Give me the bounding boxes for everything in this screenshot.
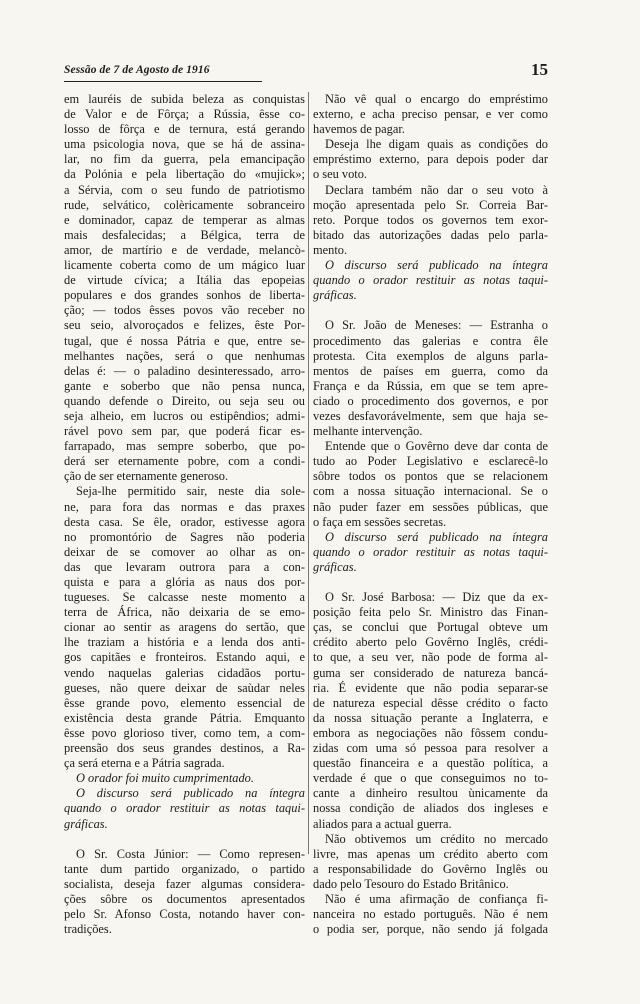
text-line: deixar de se comover ao olhar as on- xyxy=(64,544,305,559)
text-line: França e da Rússia, em que se tem apre- xyxy=(313,378,548,393)
text-line: O discurso será publicado na íntegra xyxy=(76,786,305,801)
text-line: êsse grande povo, elemento essencial de xyxy=(64,695,305,710)
text-line: quista e para a glória as naus dos por- xyxy=(64,575,305,589)
text-line: crédito aberto pelo Govêrno Inglês, crédi- xyxy=(313,635,548,650)
text-line: desta casa. Se êle, orador, estivesse agora xyxy=(64,514,305,529)
text-line: em lauréis de subida beleza as conquistas xyxy=(64,92,305,106)
text-line: licamente coberta como de um mágico luar xyxy=(64,258,305,273)
text-line: ne, para fora das normas e das praxes xyxy=(64,499,305,514)
text-line: guma ser considerado de natureza bancá- xyxy=(313,665,548,680)
text-line: aliados para a actual guerra. xyxy=(313,816,452,831)
page-header xyxy=(64,60,548,84)
paragraph-gap xyxy=(313,575,548,590)
text-line: gos capitães e fronteiros. Estando aqui, e xyxy=(64,650,305,665)
paragraph-gap xyxy=(313,303,548,318)
text-line: rude, selvático, colèricamente sobranceiro xyxy=(64,197,305,212)
text-line: questão financeira e a questão política, a xyxy=(313,756,548,771)
text-line: quando defende o Direito, ou seja seu ou xyxy=(64,393,305,408)
text-line: preensão dos seus grandes destinos, a Ra- xyxy=(64,741,305,756)
text-line: tudo ao Poder Legislativo e esclarecê-lo xyxy=(313,454,548,469)
text-line: melhantes nações, será o que nenhumas xyxy=(64,348,305,363)
text-line: de Valor e de Fôrça; a Rússia, êsse co- xyxy=(64,107,305,122)
text-line: populares e dos grandes sonhos de liberta- xyxy=(64,288,305,303)
text-line: to que, a seu ver, não pode de forma al- xyxy=(313,650,548,665)
text-line: O Sr. José Barbosa: — Diz que da ex- xyxy=(325,590,548,605)
text-line: ria. É evidente que não podia separar-se xyxy=(313,680,548,695)
text-line: vezes desfavorávelmente, sem que haja se- xyxy=(313,408,548,423)
text-line: procedimento das galerias e contra êle xyxy=(313,333,548,348)
text-line: ça será eterna e a Pátria sagrada. xyxy=(64,756,225,771)
text-line: dado pelo Tesouro do Estado Britânico. xyxy=(313,876,509,891)
text-line: seu seio, alvoroçados e felizes, êste Por- xyxy=(64,318,305,333)
text-line: tante dum partido organizado, o partido xyxy=(64,861,305,876)
column-divider xyxy=(308,92,309,854)
text-line: O orador foi muito cumprimentado. xyxy=(76,771,254,786)
text-line: rável povo sem par, que poderá ficar es- xyxy=(64,424,305,439)
text-line: farrapado, mas sempre soberbo, que po- xyxy=(64,439,305,454)
text-line: tugal, que é nossa Pátria e que, entre se- xyxy=(64,333,305,348)
text-line: Declara também não dar o seu voto à xyxy=(325,182,548,197)
text-line: embora as negociações não fôssem condu- xyxy=(313,725,548,740)
text-line: uma psicologia nova, que se há de assina- xyxy=(64,137,305,152)
text-line: gráficas. xyxy=(313,288,357,303)
text-line: tradições. xyxy=(64,922,112,937)
text-line: Não vê qual o encargo do empréstimo xyxy=(325,92,548,106)
text-line: ciado o procedimento dos governos, e por xyxy=(313,393,548,408)
text-line: pelo Sr. Afonso Costa, notando haver con- xyxy=(64,907,305,922)
text-line: existência desta grande Pátria. Emquanto xyxy=(64,710,305,725)
text-line: O discurso será publicado na íntegra xyxy=(325,529,548,544)
text-line: socialista, deseja fazer algumas considera- xyxy=(64,876,305,891)
text-line: ção de ser eternamente generoso. xyxy=(64,469,229,484)
text-line: o seu voto. xyxy=(313,167,368,182)
text-line: O Sr. Costa Júnior: — Como represen- xyxy=(76,846,305,861)
text-line: a responsabilidade do Govêrno Inglês ou xyxy=(313,861,548,876)
text-line: nossa condição de aliados dos ingleses e xyxy=(313,801,548,816)
text-line: o podia ser, porque, não sendo já folgada xyxy=(313,922,548,937)
text-line: Deseja lhe digam quais as condições do xyxy=(325,137,548,152)
text-line: O Sr. João de Meneses: — Estranha o xyxy=(325,318,548,333)
header-rule xyxy=(64,81,262,82)
text-line: lhe traziam a história e a lenda dos anti- xyxy=(64,635,305,650)
text-line: no promontório de Sagres não poderia xyxy=(64,529,305,544)
text-line: verdade é que o que conseguimos no to- xyxy=(313,771,548,786)
text-line: losso de fôrça e de ternura, está gerando xyxy=(64,122,305,137)
text-line: empréstimo externo, para depois poder dar xyxy=(313,152,548,167)
text-line: mentos de países em guerra, como da xyxy=(313,363,548,378)
text-line: de natureza especial dêsse crédito o facto xyxy=(313,695,548,710)
text-line: da nossa situação perante a Inglaterra, e xyxy=(313,710,548,725)
text-line: reto. Porque todos os governos tem exor- xyxy=(313,212,548,227)
text-line: derá ser eternamente pobre, com a condi- xyxy=(64,454,305,469)
text-line: mais desfalecidas; a Bélgica, terra de xyxy=(64,227,305,242)
text-line: amor, de martírio e de verdade, melancò- xyxy=(64,242,305,257)
text-line: zidas com uma só pessoa para resolver a xyxy=(313,741,548,756)
text-line: havemos de pagar. xyxy=(313,122,405,137)
text-line: Entende que o Govêrno deve dar conta de xyxy=(325,439,548,454)
text-line: O discurso será publicado na íntegra xyxy=(325,258,548,273)
text-line: gante e soberbo que não pensa nunca, xyxy=(64,378,305,393)
text-line: moção apresentada pelo Sr. Correia Bar- xyxy=(313,197,548,212)
text-line: ças, se conclui que Portugal obteve um xyxy=(313,620,548,635)
text-line: protesta. Cita exemplos de alguns parla- xyxy=(313,348,548,363)
text-line: e dominador, capaz de temperar as almas xyxy=(64,212,305,227)
right-column xyxy=(313,92,548,937)
text-line: nanceira no estado português. Não é nem xyxy=(313,907,548,922)
text-line: quando o orador restituir as notas taqui- xyxy=(313,273,548,288)
text-line: da Polónia e pela libertação do «mujick»; xyxy=(64,167,305,182)
text-line: ção; — todos êsses povos vão receber no xyxy=(64,303,305,318)
text-line: delas é: — o paladino desinteressado, arro- xyxy=(64,363,305,378)
text-line: lar, no fim da guerra, pela emancipação xyxy=(64,152,305,167)
text-line: tugueses. Se calcasse neste momento a xyxy=(64,590,305,605)
text-line: sôbre todos os pontos que se relacionem xyxy=(313,469,548,484)
text-line: vendo naquelas galerias cidadãos portu- xyxy=(64,665,305,680)
text-line: cionar ao sentir as aragens do sertão, que xyxy=(64,620,305,635)
paragraph-gap xyxy=(64,832,305,847)
text-line: das que levaram outrora para a con- xyxy=(64,559,305,574)
text-line: terra de África, não deixaria de se emo- xyxy=(64,605,305,620)
text-line: quando o orador restituir as notas taqui- xyxy=(313,544,548,559)
text-line: externo, e acha preciso pensar, e ver como xyxy=(313,107,548,122)
text-line: Seja-lhe permitido sair, neste dia sole- xyxy=(76,484,305,499)
text-line: não puder fazer em sessões públicas, que xyxy=(313,499,548,514)
text-line: a Sérvia, com o seu fundo de patriotismo xyxy=(64,182,305,197)
text-line: melhante intervenção. xyxy=(313,424,423,439)
page-number: 15 xyxy=(531,60,548,79)
text-line: Não é uma afirmação de confiança fi- xyxy=(325,891,548,906)
text-line: com a nossa situação internacional. Se o xyxy=(313,484,548,499)
text-line: livre, mas apenas um crédito aberto com xyxy=(313,846,548,861)
text-line: gueses, não quere deixar de saùdar neles xyxy=(64,680,305,695)
text-line: o faça em sessões secretas. xyxy=(313,514,447,529)
text-line: gráficas. xyxy=(64,816,108,831)
text-line: cante a dinheiro resultou ùnicamente da xyxy=(313,786,548,801)
text-line: Não obtivemos um crédito no mercado xyxy=(325,831,548,846)
text-line: gráficas. xyxy=(313,559,357,574)
text-line: ções sôbre os documentos apresentados xyxy=(64,891,305,906)
text-line: de virtude cívica; a Itália das epopeias xyxy=(64,273,305,288)
left-column xyxy=(64,92,305,937)
text-line: bitado das autorizações dadas pelo parla- xyxy=(313,227,548,242)
session-title: Sessão de 7 de Agosto de 1916 xyxy=(64,64,210,76)
text-line: quando o orador restituir as notas taqui- xyxy=(64,801,305,816)
text-line: seja alheio, em lucros ou estipêndios; admi- xyxy=(64,408,305,423)
text-line: mento. xyxy=(313,242,348,257)
text-line: posição feita pelo Sr. Ministro das Finan- xyxy=(313,605,548,620)
text-line: êsse povo glorioso tiver, como tem, a com- xyxy=(64,725,305,740)
